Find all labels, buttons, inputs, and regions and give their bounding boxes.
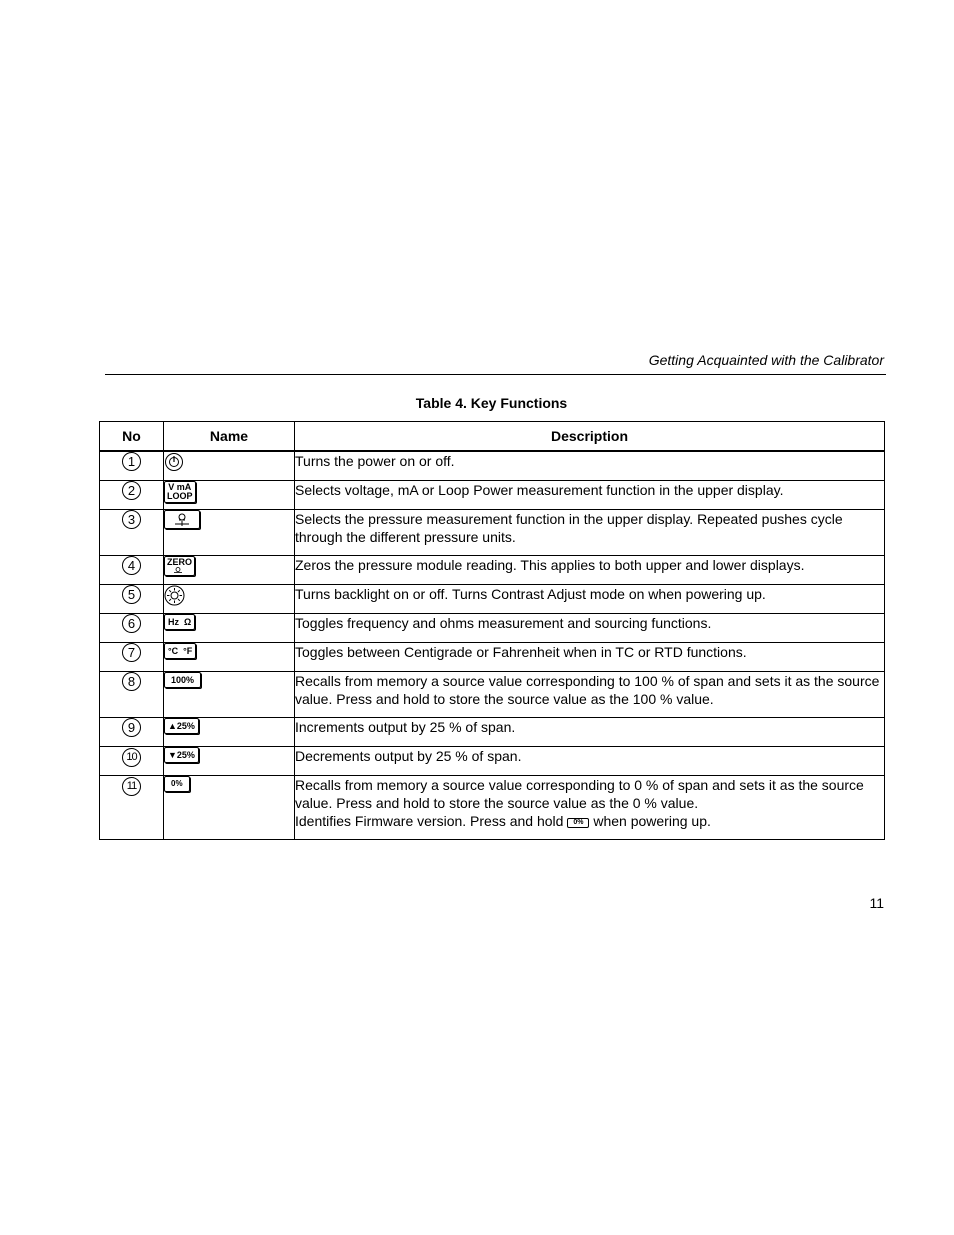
description-cell bbox=[295, 480, 885, 509]
key-name-cell bbox=[164, 775, 295, 839]
table-row bbox=[100, 717, 885, 746]
row-number: 3 bbox=[122, 510, 141, 529]
row-number: 6 bbox=[122, 614, 141, 633]
description-cell bbox=[295, 671, 885, 717]
key-functions-table bbox=[99, 421, 885, 840]
table-row bbox=[100, 642, 885, 671]
table-caption: Table 4. Key Functions bbox=[415, 395, 568, 411]
backlight-key-icon bbox=[164, 593, 185, 609]
description-cell bbox=[295, 717, 885, 746]
row-number-cell bbox=[100, 613, 164, 642]
key-name-cell bbox=[164, 642, 295, 671]
key-name-cell bbox=[164, 555, 295, 584]
row-number-cell bbox=[100, 480, 164, 509]
row-number: 2 bbox=[122, 481, 141, 500]
row-number: 9 bbox=[122, 718, 141, 737]
key-name-cell bbox=[164, 613, 295, 642]
table-row bbox=[100, 555, 885, 584]
table-header-row bbox=[100, 422, 885, 452]
column-header-no: No bbox=[100, 422, 164, 452]
description-cell bbox=[295, 613, 885, 642]
row-number-cell bbox=[100, 509, 164, 555]
firmware-text-before: Identifies Firmware version. Press and hold bbox=[295, 812, 564, 829]
description-cell bbox=[295, 451, 885, 480]
key-name-cell bbox=[164, 671, 295, 717]
row-number: 1 bbox=[122, 452, 141, 471]
row-number: 7 bbox=[122, 643, 141, 662]
row-number-cell bbox=[100, 555, 164, 584]
table-row bbox=[100, 613, 885, 642]
header-rule bbox=[105, 374, 886, 375]
row-number-cell bbox=[100, 717, 164, 746]
firmware-description bbox=[295, 812, 884, 830]
zero-key-icon bbox=[164, 556, 195, 576]
column-header-name: Name bbox=[164, 422, 295, 452]
row-number-cell bbox=[100, 775, 164, 839]
celsius-fahrenheit-key-icon: °C °F bbox=[164, 643, 196, 659]
zero-percent-key-icon: 0% bbox=[164, 776, 190, 792]
step-down-key-icon: ▼25% bbox=[164, 747, 199, 763]
column-header-description: Description bbox=[295, 422, 885, 452]
description-cell bbox=[295, 509, 885, 555]
row-number: 11 bbox=[122, 777, 141, 796]
key-label-line2: LOOP bbox=[167, 490, 193, 501]
key-name-cell bbox=[164, 717, 295, 746]
description-text: Increments output by 25 % of span. bbox=[295, 718, 516, 735]
key-name-cell bbox=[164, 509, 295, 555]
table-row bbox=[100, 480, 885, 509]
pressure-key-icon bbox=[164, 510, 200, 529]
running-header: Getting Acquainted with the Calibrator bbox=[648, 352, 884, 368]
zero-percent-inline-key-icon: 0% bbox=[567, 818, 589, 828]
row-number: 5 bbox=[122, 585, 141, 604]
v-ma-loop-key-icon bbox=[164, 481, 196, 503]
description-text: Recalls from memory a source value corresponding to 0 % of span and sets it as the source value. Press and hold to store the source value as the 0 % value. bbox=[295, 776, 864, 811]
hz-ohm-key-icon: Hz Ω bbox=[164, 614, 195, 630]
table-row bbox=[100, 584, 885, 613]
description-text: Toggles frequency and ohms measurement and sourcing functions. bbox=[295, 614, 712, 631]
key-name-cell bbox=[164, 451, 295, 480]
description-text: Selects the pressure measurement function in the upper display. Repeated pushes cycle through the different pressure units. bbox=[295, 510, 843, 545]
row-number-cell bbox=[100, 642, 164, 671]
row-number-cell bbox=[100, 746, 164, 775]
key-name-cell bbox=[164, 584, 295, 613]
row-number: 10 bbox=[122, 748, 141, 767]
row-number-cell bbox=[100, 671, 164, 717]
table-row bbox=[100, 451, 885, 480]
row-number: 8 bbox=[122, 672, 141, 691]
description-cell bbox=[295, 746, 885, 775]
page-number: 11 bbox=[869, 895, 884, 911]
key-label-line1: V mA bbox=[168, 481, 192, 492]
description-text: Selects voltage, mA or Loop Power measurement function in the upper display. bbox=[295, 481, 784, 498]
key-name-cell bbox=[164, 480, 295, 509]
description-cell bbox=[295, 555, 885, 584]
description-text: Turns the power on or off. bbox=[295, 453, 455, 469]
description-cell bbox=[295, 642, 885, 671]
table-row bbox=[100, 509, 885, 555]
hundred-percent-key-icon: 100% bbox=[164, 672, 201, 688]
key-label-line1: ZERO bbox=[167, 556, 193, 567]
table-row bbox=[100, 671, 885, 717]
row-number: 4 bbox=[122, 556, 141, 575]
description-cell bbox=[295, 584, 885, 613]
table-row bbox=[100, 775, 885, 839]
table-row bbox=[100, 746, 885, 775]
description-text: Toggles between Centigrade or Fahrenheit when in TC or RTD functions. bbox=[295, 643, 747, 660]
step-up-key-icon: ▲25% bbox=[164, 718, 199, 734]
description-text: Decrements output by 25 % of span. bbox=[295, 747, 522, 764]
row-number-cell bbox=[100, 584, 164, 613]
power-key-icon bbox=[164, 459, 184, 475]
description-text: Recalls from memory a source value corresponding to 100 % of span and sets it as the source value. Press and hold to store the source value as the 100 % value. bbox=[295, 672, 880, 707]
firmware-text-after: when powering up. bbox=[593, 812, 711, 829]
key-name-cell bbox=[164, 746, 295, 775]
description-text: Zeros the pressure module reading. This applies to both upper and lower displays. bbox=[295, 556, 805, 573]
description-text: Turns backlight on or off. Turns Contrast Adjust mode on when powering up. bbox=[295, 585, 766, 602]
description-cell bbox=[295, 775, 885, 839]
row-number-cell bbox=[100, 451, 164, 480]
